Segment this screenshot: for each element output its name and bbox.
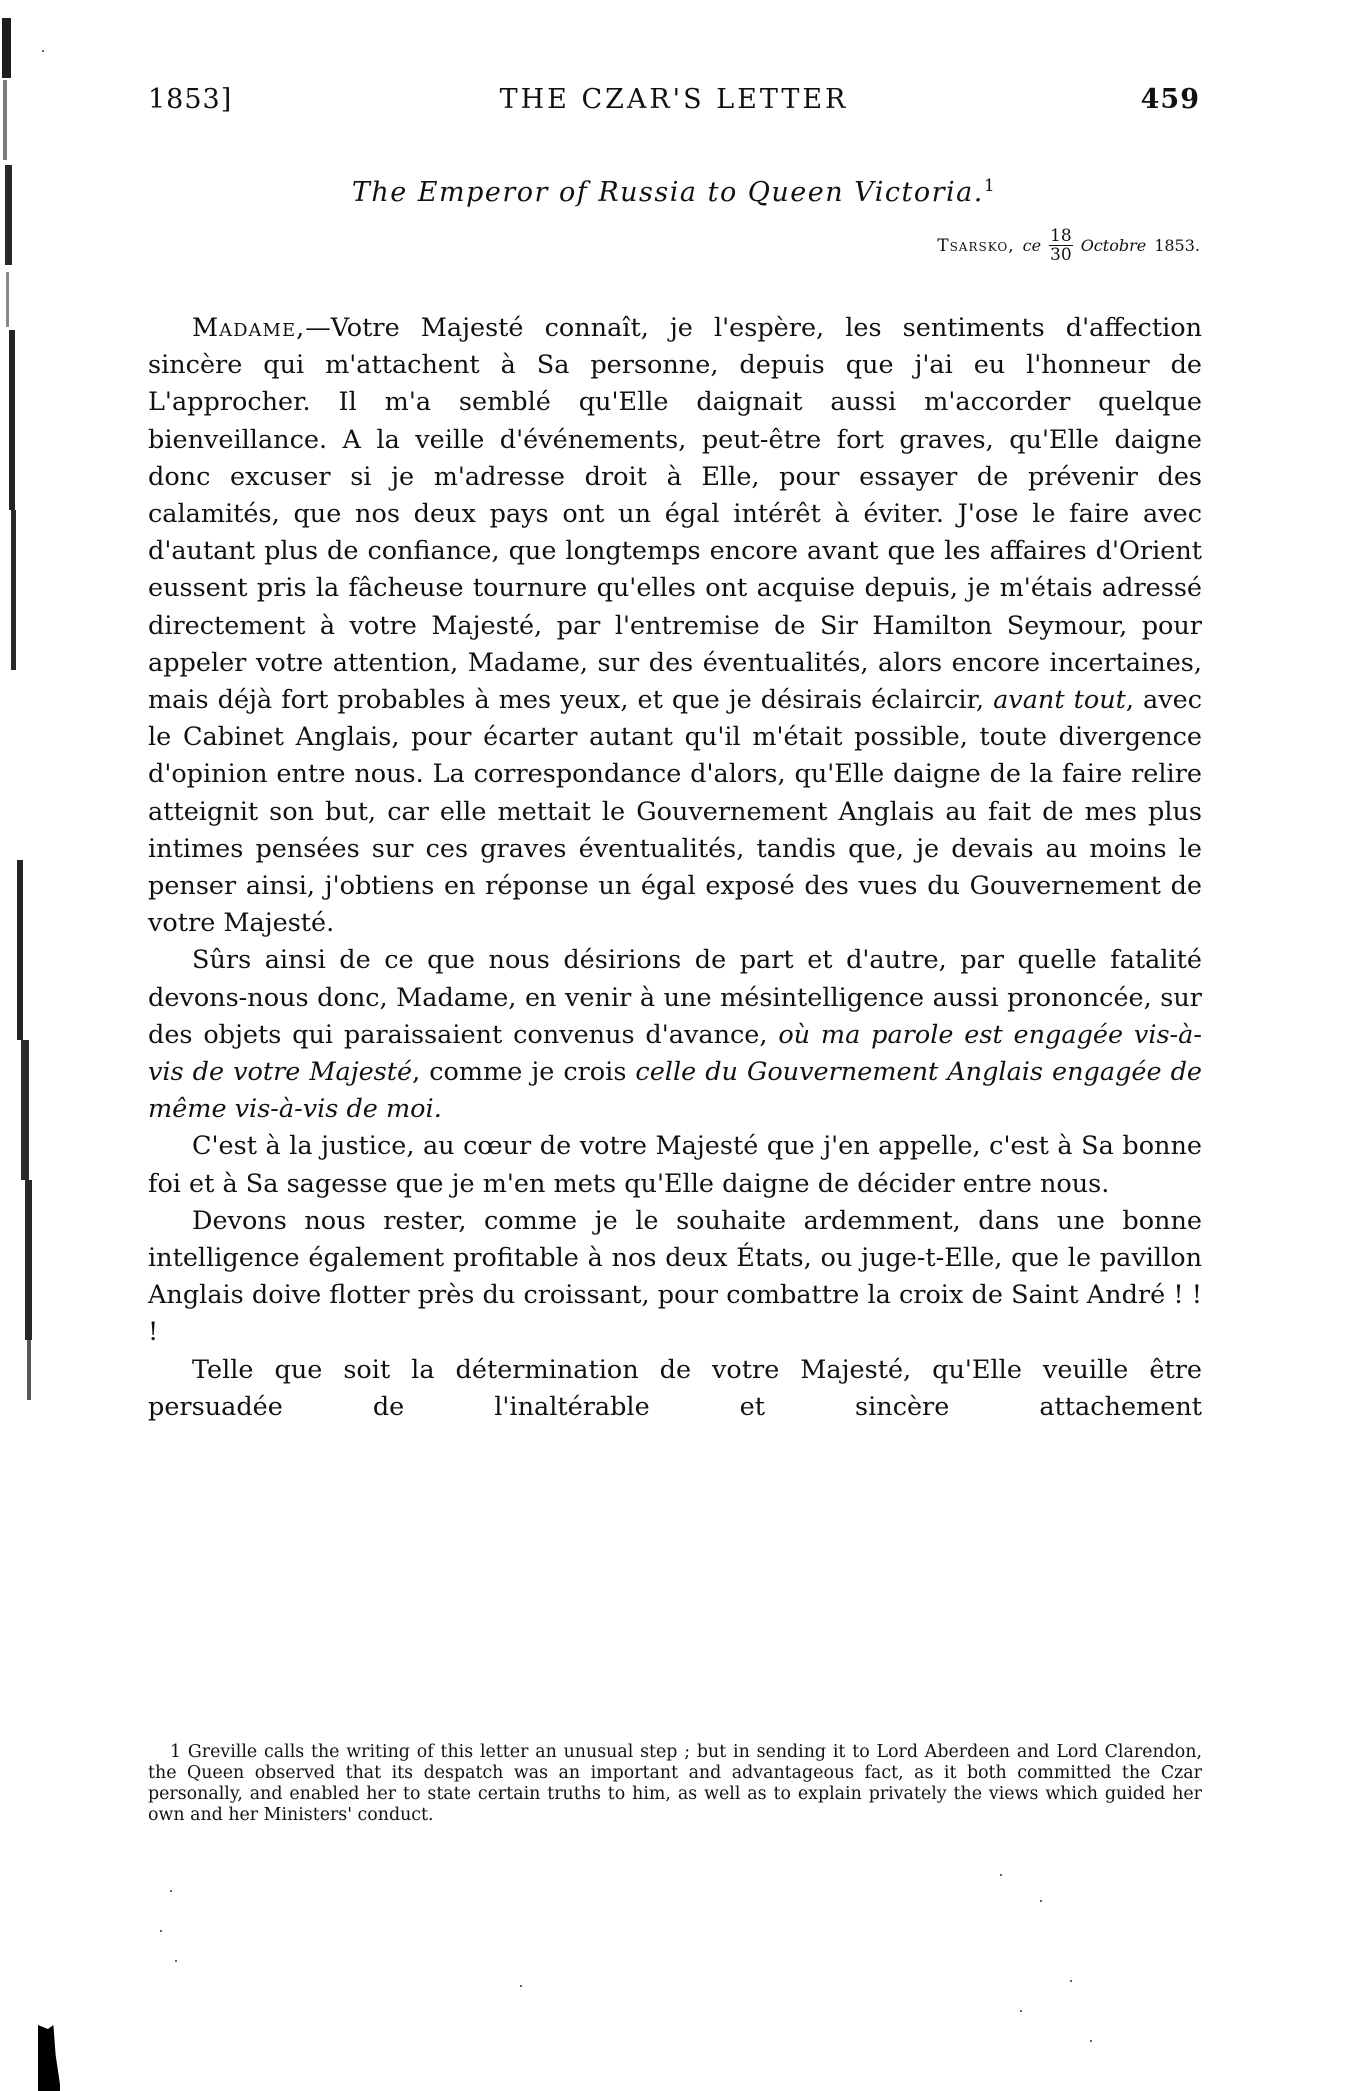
dateline-place: Tsarsko, (937, 235, 1015, 256)
paragraph-text: , comme je crois (412, 1057, 636, 1088)
running-head-title: THE CZAR'S LETTER (499, 84, 849, 115)
scan-dust (1040, 1900, 1042, 1902)
paragraph (148, 1128, 1202, 1202)
paragraph-text-italic: celle du Gouvernement Anglais engagée de même vis-à-vis de moi. (148, 1057, 1202, 1125)
dateline-day-old-style: 18 (1050, 226, 1072, 246)
paragraph-text: C'est à la justice, au cœur de votre Majesté que j'en appelle, c'est à Sa bonne foi et à Sa sagesse que je m'en mets qu'Elle daigne de décider entre nous. (148, 1131, 1202, 1199)
paragraph (148, 1203, 1202, 1352)
letter-body (148, 310, 1202, 1426)
scan-dust (520, 1985, 522, 1987)
paragraph (148, 310, 1202, 942)
scan-edge-shadow (3, 80, 7, 160)
scan-dust (42, 50, 44, 52)
paragraph-text-italic: avant tout (993, 685, 1126, 716)
paragraph-text: , avec le Cabinet Anglais, pour écarter autant qu'il m'était possible, toute divergence d'opinion entre nous. La correspondance d'alors, qu'Elle daigne de la faire relire atteignit son but, car elle mettait le Gouvernement Anglais au fait de mes plus intimes pensées sur ces graves éventualités, tandis que, je devais au moins le penser ainsi, j'obtiens en réponse un égal exposé des vues du Gouvernement de votre Majesté. (148, 685, 1202, 939)
footnote-marker: 1 (170, 1742, 182, 1762)
letter-heading (148, 176, 1200, 208)
scan-edge-shadow (9, 330, 15, 510)
scan-edge-shadow (5, 165, 12, 265)
page-number: 459 (1140, 84, 1200, 115)
scan-corner-mark (38, 2025, 60, 2091)
scan-dust (1070, 1980, 1072, 1982)
scan-edge-shadow (21, 1040, 29, 1180)
dateline-year: 1853. (1154, 236, 1200, 255)
footnote (148, 1742, 1202, 1826)
scan-edge-shadow (25, 1180, 32, 1340)
scan-dust (1090, 2040, 1092, 2042)
dateline-ce: ce (1022, 236, 1042, 255)
scan-dust (1000, 1874, 1002, 1876)
scan-edge-shadow (6, 272, 9, 327)
paragraph-text: Telle que soit la détermination de votre Majesté, qu'Elle veuille être persuadée de l'inaltérable et sincère attachement (148, 1354, 1202, 1422)
scan-dust (175, 1960, 177, 1962)
scan-edge-shadow (17, 860, 23, 1040)
salutation: Madame, (192, 313, 306, 343)
dateline-day-new-style: 30 (1050, 245, 1072, 265)
scan-dust (1020, 2010, 1022, 2012)
footnote-text: Greville calls the writing of this letter an unusual step ; but in sending it to Lord Aberdeen and Lord Clarendon, the Queen observed that its despatch was an important and advantageous fact, as it both committed the Czar personally, and enabled her to state certain truths to him, as well as to explain privately the views which guided her own and her Ministers' conduct. (148, 1742, 1202, 1825)
dateline-month: Octobre (1080, 236, 1147, 255)
paragraph-text: —Votre Majesté connaît, je l'espère, les sentiments d'affection sincère qui m'attachent à Sa personne, depuis que j'ai eu l'honneur de L'approcher. Il m'a semblé qu'Elle daignait aussi m'accorder quelque bienveillance. A la veille d'événements, peut-être fort graves, qu'Elle daigne donc excuser si je m'adresse droit à Elle, pour essayer de prévenir des calamités, que nos deux pays ont un égal intérêt à éviter. J'ose le faire avec d'autant plus de confiance, que longtemps encore avant que les affaires d'Orient eussent pris la fâcheuse tournure qu'elles ont acquise depuis, je m'étais adressé directement à votre Majesté, par l'entremise de Sir Hamilton Seymour, pour appeler votre attention, Madame, sur des éventualités, alors encore incertaines, mais déjà fort probables à mes yeux, et que je désirais éclaircir, (148, 313, 1202, 716)
footnote-reference: 1 (983, 176, 997, 196)
scan-edge-shadow (27, 1340, 31, 1400)
scan-edge-shadow (11, 510, 16, 670)
paragraph (148, 1352, 1202, 1426)
scan-dust (170, 1890, 172, 1892)
scan-dust (160, 1930, 162, 1932)
dateline (937, 227, 1200, 264)
running-head-year: 1853] (148, 84, 233, 115)
paragraph-text: Sûrs ainsi de ce que nous désirions de part et d'autre, par quelle fatalité devons-nous donc, Madame, en venir à une mésintelligence aussi prononcée, sur des objets qui paraissaient convenus d'avance, (148, 945, 1202, 1050)
paragraph (148, 942, 1202, 1128)
paragraph-text: Devons nous rester, comme je le souhaite ardemment, dans une bonne intelligence également profitable à nos deux États, ou juge-t-Elle, que le pavillon Anglais doive flotter près du croissant, pour combattre la croix de Saint André ! ! ! (148, 1205, 1202, 1348)
running-head (148, 84, 1200, 124)
dateline-dual-date (1049, 227, 1073, 264)
letter-heading-text: The Emperor of Russia to Queen Victoria. (351, 177, 984, 208)
paragraph-text-italic: où ma parole est engagée vis-à-vis de votre Majesté (148, 1019, 1202, 1088)
scan-edge-shadow (2, 18, 11, 78)
